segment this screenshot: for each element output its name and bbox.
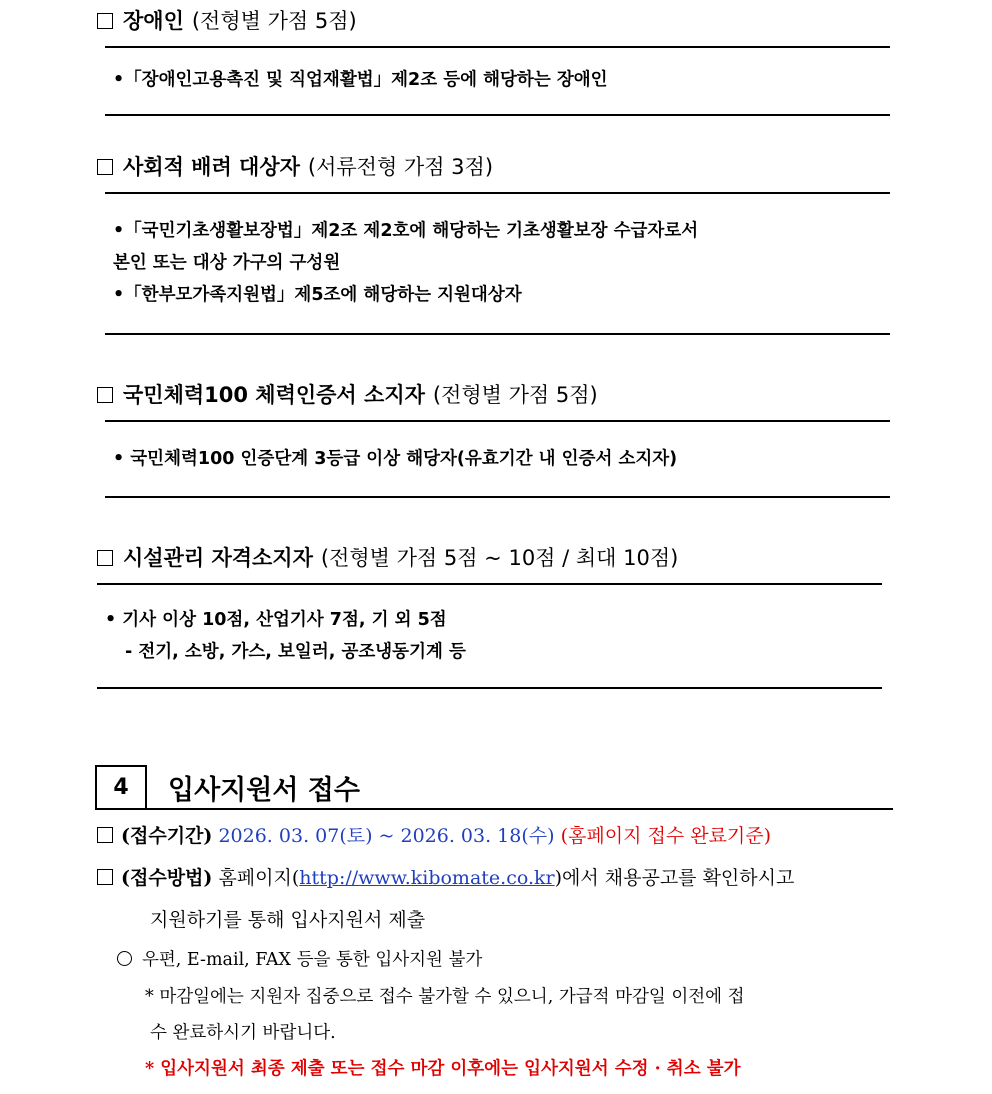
circle-bullet-icon	[117, 951, 132, 966]
application-method: (접수방법) 홈페이지(http://www.kibomate.co.kr)에서 채용공고를 확인하시고	[97, 864, 794, 892]
application-period: (접수기간) 2026. 03. 07(토) ~ 2026. 03. 18(수) (홈페이지 접수 완료기준)	[97, 822, 771, 850]
checkbox-square-icon	[97, 869, 113, 885]
divider	[105, 192, 890, 194]
section-line: 본인 또는 대상 가구의 구성원	[113, 253, 341, 273]
section-heading-facility: 시설관리 자격소지자 (전형별 가점 5점 ~ 10점 / 최대 10점)	[97, 544, 678, 572]
divider	[105, 46, 890, 48]
checkbox-square-icon	[97, 159, 113, 175]
section-line: •「장애인고용촉진 및 직업재활법」제2조 등에 해당하는 장애인	[113, 70, 608, 90]
divider	[105, 114, 890, 116]
section-line: • 국민체력100 인증단계 3등급 이상 해당자(유효기간 내 인증서 소지자)	[113, 449, 678, 469]
section-heading-social: 사회적 배려 대상자 (서류전형 가점 3점)	[97, 153, 493, 181]
section-title: 입사지원서 접수	[168, 775, 360, 806]
notice-line: * 마감일에는 지원자 집중으로 접수 불가할 수 있으니, 가급적 마감일 이전에 접	[145, 987, 745, 1007]
checkbox-square-icon	[97, 550, 113, 566]
divider	[147, 808, 893, 810]
section-line: • 기사 이상 10점, 산업기사 7점, 기 외 5점	[105, 610, 447, 630]
divider	[105, 496, 890, 498]
notice-line: 수 완료하시기 바랍니다.	[150, 1023, 336, 1043]
section-number-box: 4	[95, 765, 147, 810]
application-method-cont: 지원하기를 통해 입사지원서 제출	[150, 909, 426, 931]
divider	[97, 583, 882, 585]
divider	[105, 333, 890, 335]
warning-line: * 입사지원서 최종 제출 또는 접수 마감 이후에는 입사지원서 수정 · 취소 불가	[145, 1059, 741, 1079]
checkbox-square-icon	[97, 387, 113, 403]
no-other-channels: 우편, E-mail, FAX 등을 통한 입사지원 불가	[117, 947, 482, 973]
section-line: - 전기, 소방, 가스, 보일러, 공조냉동기계 등	[125, 642, 466, 662]
checkbox-square-icon	[97, 13, 113, 29]
checkbox-square-icon	[97, 827, 113, 843]
homepage-link[interactable]: http://www.kibomate.co.kr	[299, 867, 555, 889]
section-line: •「한부모가족지원법」제5조에 해당하는 지원대상자	[113, 285, 522, 305]
divider	[97, 687, 882, 689]
divider	[105, 420, 890, 422]
section-heading-fitness: 국민체력100 체력인증서 소지자 (전형별 가점 5점)	[97, 381, 598, 409]
section-line: •「국민기초생활보장법」제2조 제2호에 해당하는 기초생활보장 수급자로서	[113, 221, 699, 241]
section-heading-disabled: 장애인 (전형별 가점 5점)	[97, 7, 357, 35]
